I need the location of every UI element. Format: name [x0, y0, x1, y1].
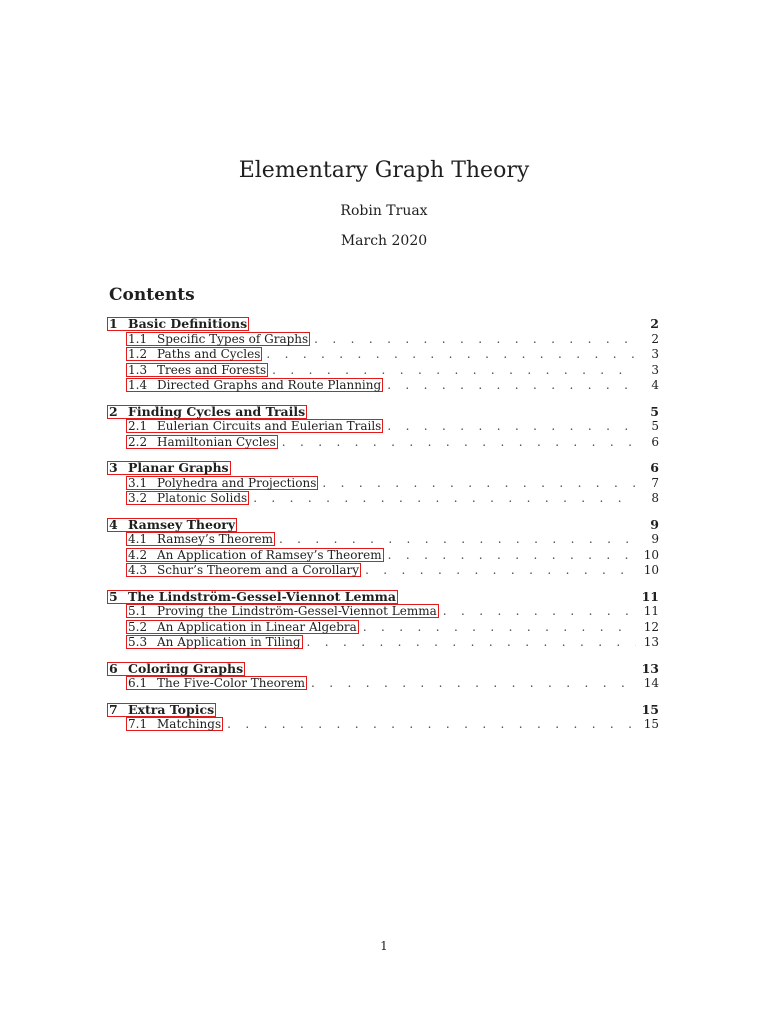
toc-section-link[interactable] — [107, 662, 245, 676]
toc-leader-dots — [322, 476, 637, 492]
toc-section-title: The Lindström-Gessel-Viennot Lemma — [128, 588, 397, 604]
toc-subsection-title: An Application in Tiling — [157, 635, 301, 649]
contents-heading: Contents — [109, 285, 195, 305]
toc-subsection-title: Specific Types of Graphs — [157, 331, 309, 346]
toc-subsection-row — [107, 332, 663, 348]
toc-subsection-page: 4 — [651, 378, 659, 392]
toc-subsection-link[interactable] — [126, 476, 318, 490]
toc-subsection-title: Proving the Lindström-Gessel-Viennot Lemma — [157, 604, 437, 618]
toc-subsection-title: Ramsey’s Theorem — [157, 532, 273, 546]
toc-section-title: Finding Cycles and Trails — [128, 403, 306, 419]
toc-section — [107, 661, 663, 692]
toc-subsection-title: The Five-Color Theorem — [157, 676, 306, 690]
toc-section-row — [107, 404, 663, 420]
toc-subsection-link[interactable] — [126, 532, 275, 546]
toc-subsection-number: 3.1 — [128, 475, 148, 490]
toc-subsection-row — [107, 419, 663, 435]
toc-leader-dots — [227, 717, 636, 733]
document-title: Elementary Graph Theory — [238, 158, 530, 183]
toc-section-page: 15 — [641, 701, 659, 717]
toc-subsection-title: Paths and Cycles — [157, 347, 261, 361]
toc-subsection-number: 4.1 — [128, 532, 148, 546]
toc-subsection-link[interactable] — [126, 491, 249, 505]
toc-subsection-title: Matchings — [157, 717, 222, 731]
toc-leader-dots — [266, 347, 637, 363]
toc-section — [107, 589, 663, 651]
toc-section-row — [107, 589, 663, 605]
page-number: 1 — [380, 939, 388, 953]
toc-subsection-row — [107, 676, 663, 692]
toc-subsection-row — [107, 435, 663, 451]
toc-subsection-page: 15 — [643, 717, 659, 731]
table-of-contents — [107, 316, 663, 743]
toc-subsection-number: 1.3 — [128, 362, 148, 377]
toc-subsection-number: 1.1 — [128, 331, 148, 346]
toc-subsection-page: 9 — [651, 532, 659, 546]
toc-subsection-page: 5 — [651, 419, 659, 433]
toc-subsection-row — [107, 363, 663, 379]
toc-section-page: 9 — [650, 516, 659, 532]
toc-subsection-row — [107, 717, 663, 733]
toc-subsection-page: 2 — [651, 331, 659, 346]
toc-subsection-link[interactable] — [126, 604, 439, 618]
toc-subsection-title: Hamiltonian Cycles — [157, 434, 276, 449]
toc-section-number: 5 — [109, 588, 118, 604]
toc-subsection-page: 14 — [643, 676, 659, 690]
toc-subsection-title: Platonic Solids — [157, 491, 248, 505]
document-author: Robin Truax — [340, 203, 428, 219]
toc-section-number: 2 — [109, 403, 118, 419]
toc-section — [107, 316, 663, 394]
toc-subsection-number: 5.2 — [128, 619, 148, 634]
toc-section-link[interactable] — [107, 317, 249, 331]
toc-subsection-number: 1.2 — [128, 347, 148, 361]
toc-subsection-link[interactable] — [126, 635, 303, 649]
toc-leader-dots — [443, 604, 636, 620]
toc-subsection-page: 10 — [643, 547, 659, 562]
toc-subsection-page: 13 — [643, 635, 659, 649]
toc-subsection-title: Polyhedra and Projections — [157, 475, 317, 490]
toc-section-title: Ramsey Theory — [128, 516, 236, 532]
toc-subsection-row — [107, 604, 663, 620]
toc-leader-dots — [307, 635, 636, 651]
toc-section-row — [107, 460, 663, 476]
toc-section — [107, 517, 663, 579]
toc-subsection-title: Trees and Forests — [157, 362, 267, 377]
toc-subsection-page: 3 — [651, 362, 659, 377]
toc-subsection-row — [107, 347, 663, 363]
toc-subsection-title: Directed Graphs and Route Planning — [157, 378, 382, 392]
toc-subsection-link[interactable] — [126, 419, 383, 433]
toc-subsection-link[interactable] — [126, 363, 268, 377]
toc-subsection-page: 6 — [651, 434, 659, 449]
toc-leader-dots — [282, 435, 637, 451]
toc-subsection-link[interactable] — [126, 548, 384, 562]
toc-leader-dots — [279, 532, 637, 548]
toc-section-link[interactable] — [107, 518, 237, 532]
toc-subsection-link[interactable] — [126, 347, 262, 361]
toc-leader-dots — [363, 620, 636, 636]
toc-section-row — [107, 316, 663, 332]
toc-leader-dots — [253, 491, 637, 507]
toc-subsection-number: 2.1 — [128, 419, 148, 433]
toc-leader-dots — [365, 563, 636, 579]
toc-subsection-number: 4.3 — [128, 563, 148, 577]
toc-leader-dots — [387, 378, 637, 394]
toc-subsection-number: 2.2 — [128, 434, 148, 449]
toc-subsection-page: 3 — [651, 347, 659, 361]
toc-subsection-number: 5.1 — [128, 604, 148, 618]
toc-subsection-page: 8 — [651, 491, 659, 505]
toc-subsection-link[interactable] — [126, 676, 307, 690]
toc-leader-dots — [311, 676, 636, 692]
toc-section-title: Coloring Graphs — [128, 660, 244, 676]
toc-leader-dots — [388, 548, 636, 564]
toc-subsection-title: An Application of Ramsey’s Theorem — [157, 547, 382, 562]
toc-subsection-page: 7 — [651, 475, 659, 490]
toc-subsection-number: 4.2 — [128, 547, 148, 562]
toc-subsection-number: 7.1 — [128, 717, 148, 731]
toc-subsection-row — [107, 548, 663, 564]
toc-subsection-number: 3.2 — [128, 491, 148, 505]
toc-section-number: 6 — [109, 660, 118, 676]
toc-section-page: 5 — [650, 403, 659, 419]
toc-section-page: 6 — [650, 460, 659, 475]
toc-section-title: Extra Topics — [128, 701, 215, 717]
toc-subsection-row — [107, 620, 663, 636]
toc-subsection-page: 12 — [643, 619, 659, 634]
toc-section — [107, 404, 663, 451]
toc-section-number: 3 — [109, 460, 118, 475]
toc-section-row — [107, 702, 663, 718]
toc-subsection-title: Eulerian Circuits and Eulerian Trails — [157, 419, 382, 433]
toc-subsection-title: Schur’s Theorem and a Corollary — [157, 563, 360, 577]
toc-leader-dots — [314, 332, 637, 348]
toc-section-number: 1 — [109, 316, 118, 331]
toc-subsection-page: 10 — [643, 563, 659, 577]
toc-section-title: Basic Definitions — [128, 316, 248, 331]
toc-subsection-row — [107, 532, 663, 548]
toc-section — [107, 460, 663, 507]
toc-subsection-number: 5.3 — [128, 635, 148, 649]
toc-section-number: 7 — [109, 701, 118, 717]
toc-subsection-link[interactable] — [126, 378, 383, 392]
toc-section-page: 2 — [650, 316, 659, 331]
toc-section-page: 13 — [641, 660, 659, 676]
toc-subsection-link[interactable] — [126, 717, 223, 731]
toc-subsection-row — [107, 378, 663, 394]
toc-subsection-row — [107, 491, 663, 507]
toc-subsection-row — [107, 563, 663, 579]
toc-subsection-page: 11 — [643, 604, 659, 618]
toc-section-page: 11 — [641, 588, 659, 604]
toc-section-link[interactable] — [107, 461, 231, 475]
toc-section-link[interactable] — [107, 405, 307, 419]
toc-subsection-link[interactable] — [126, 563, 361, 577]
toc-section — [107, 702, 663, 733]
toc-subsection-link[interactable] — [126, 332, 310, 346]
toc-leader-dots — [272, 363, 637, 379]
toc-subsection-row — [107, 635, 663, 651]
toc-subsection-number: 1.4 — [128, 378, 148, 392]
toc-subsection-link[interactable] — [126, 620, 359, 634]
toc-subsection-number: 6.1 — [128, 676, 148, 690]
toc-subsection-row — [107, 476, 663, 492]
toc-section-row — [107, 517, 663, 533]
toc-section-title: Planar Graphs — [128, 460, 229, 475]
toc-leader-dots — [387, 419, 637, 435]
toc-section-link[interactable] — [107, 590, 398, 604]
toc-subsection-link[interactable] — [126, 435, 278, 449]
toc-section-row — [107, 661, 663, 677]
toc-subsection-title: An Application in Linear Algebra — [157, 619, 357, 634]
document-date: March 2020 — [340, 233, 428, 249]
toc-section-number: 4 — [109, 516, 118, 532]
toc-section-link[interactable] — [107, 703, 216, 717]
